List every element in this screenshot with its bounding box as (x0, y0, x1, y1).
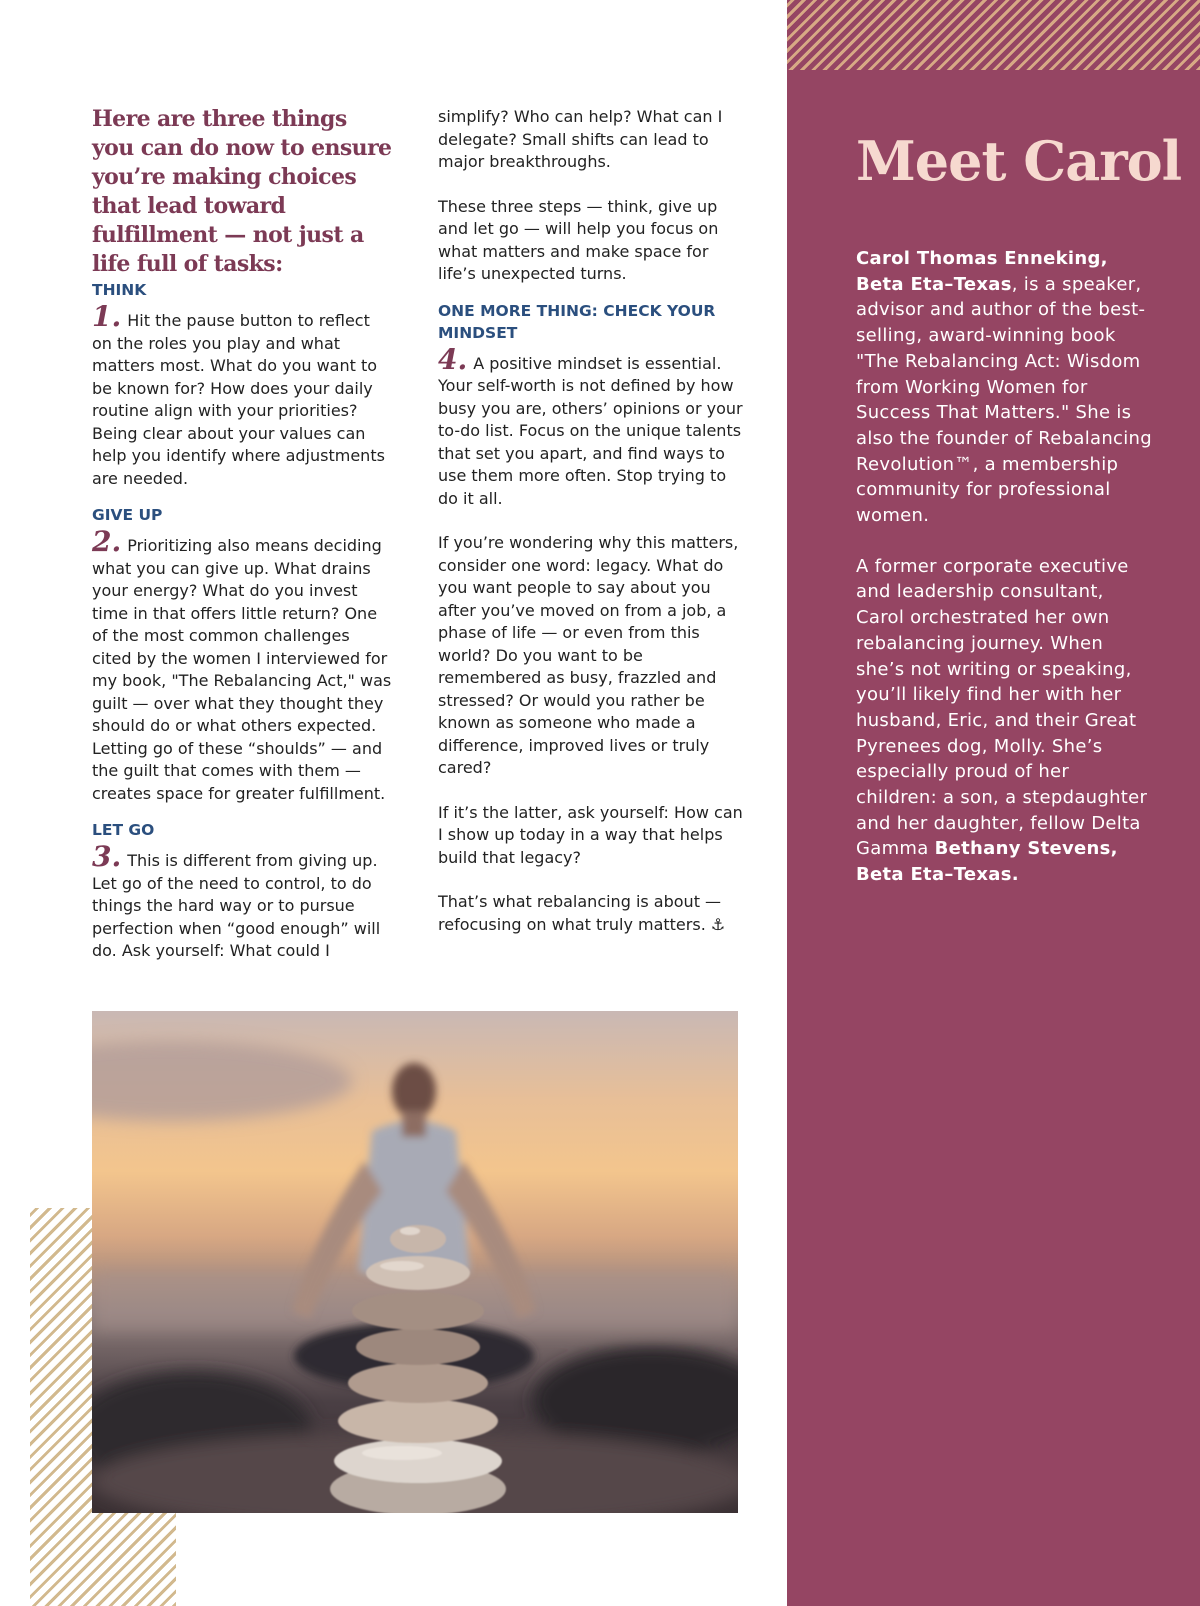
author-bio (856, 246, 1156, 913)
section-title-mindset: ONE MORE THING: CHECK YOUR MINDSET (438, 301, 716, 342)
bio-author-name: Carol Thomas Enneking, Beta Eta–Texas (856, 248, 1108, 295)
bio-paragraph-1 (856, 246, 1156, 529)
section-text-mindset (438, 342, 743, 511)
paragraph-three-steps: These three steps — think, give up and let go — will help you focus on what matters and make space for life’s unexpected turns. (438, 196, 719, 283)
section-text-let-go (92, 840, 392, 963)
article-column-2 (438, 106, 743, 936)
step-number-4: 4. (438, 342, 468, 376)
paragraph-closing (438, 891, 743, 936)
section-title-let-go: LET GO (92, 821, 155, 839)
intro-heading: Here are three things you can do now to ensure you’re making choices that lead toward fulfillment — not just a life full of tasks: (92, 106, 392, 277)
sidebar-title: Meet Carol (856, 129, 1182, 193)
section-text-think (92, 300, 392, 490)
section-title-think: THINK (92, 281, 147, 299)
anchor-icon: ⚓ (710, 914, 726, 934)
article-column-1 (92, 105, 392, 963)
paragraph-simplify: simplify? Who can help? What can I delegate? Small shifts can lead to major breakthroughs. (438, 107, 723, 171)
step-body-1: Hit the pause button to reflect on the roles you play and what matters most. What do you want to be known for? How does your daily routine align with your priorities? Being clear about your values can help you identify where adjustments are needed. (92, 311, 385, 488)
bio-text-1: , is a speaker, advisor and author of the best-selling, award-winning book "The Rebalancing Act: Wisdom from Working Women for Success That Matters." She is also the founder of Rebalancing Revolution™, a membership community for professional women. (856, 273, 1152, 527)
section-text-give-up (92, 525, 392, 805)
closing-text: That’s what rebalancing is about — refocusing on what truly matters. (438, 892, 722, 934)
step-number-1: 1. (92, 300, 122, 333)
step-body-3: This is different from giving up. Let go of the need to control, to do things the hard way or to pursue perfection when “good enough” will do. Ask yourself: What could I (92, 851, 381, 960)
step-body-4: A positive mindset is essential. Your self-worth is not defined by how busy you are, others’ opinions or your to-do list. Focus on the unique talents that set you apart, and find ways to use them more often. Stop trying to do it all. (438, 353, 743, 508)
meditation-photo (92, 1011, 738, 1513)
step-number-2: 2. (92, 525, 122, 558)
bio-paragraph-2 (856, 554, 1156, 888)
decorative-stripes-top (787, 0, 1200, 70)
bio-daughter-name: Bethany Stevens, Beta Eta–Texas. (856, 838, 1118, 886)
photo-illustration (92, 1011, 738, 1513)
step-body-2: Prioritizing also means deciding what you can give up. What drains your energy? What do you invest time in that offers little return? One of the most common challenges cited by the women I interviewed for my book, "The Rebalancing Act," was guilt — over what they thought they should do or what others expected. Letting go of these “shoulds” — and the guilt that comes with them — creates space for greater fulfillment. (92, 536, 392, 803)
section-title-give-up: GIVE UP (92, 506, 163, 524)
step-number-3: 3. (92, 840, 122, 873)
bio-text-2: A former corporate executive and leadership consultant, Carol orchestrated her own rebalancing journey. When she’s not writing or speaking, you’ll likely find her with her husband, Eric, and their Great Pyrenees dog, Molly. She’s especially proud of her children: a son, a stepdaughter and her daughter, fellow Delta Gamma (856, 555, 1148, 860)
paragraph-legacy: If you’re wondering why this matters, consider one word: legacy. What do you want people to say about you after you’ve moved on from a job, a phase of life — or even from this world? Do you want to be remembered as busy, frazzled and stressed? Or would you rather be known as someone who made a difference, improved lives or truly cared? (438, 533, 739, 777)
paragraph-latter: If it’s the latter, ask yourself: How can I show up today in a way that helps build that legacy? (438, 802, 743, 867)
